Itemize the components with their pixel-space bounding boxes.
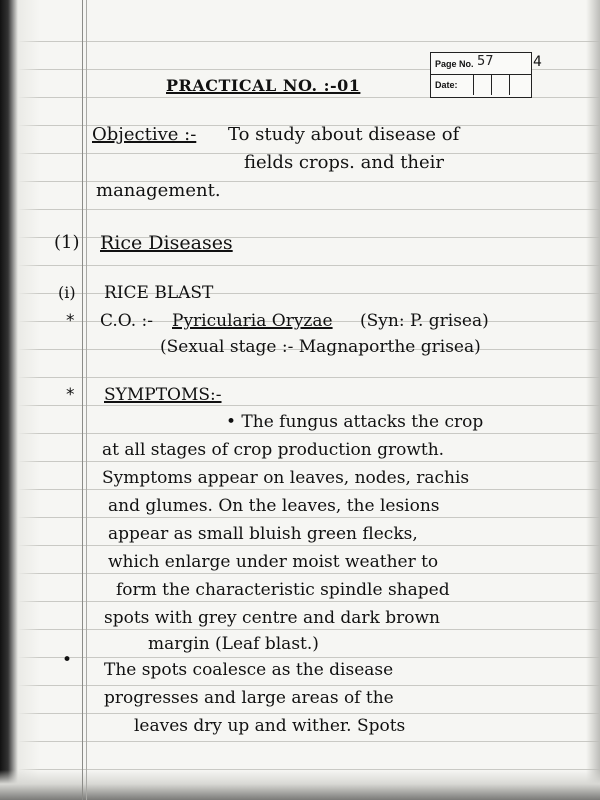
objective-line-3: management.	[96, 180, 221, 201]
margin-line-inner	[86, 0, 87, 800]
date-label: Date:	[435, 80, 458, 90]
section-number: (1)	[54, 232, 80, 253]
objective-line-2: fields crops. and their	[244, 152, 445, 173]
objective-line-1: To study about disease of	[228, 124, 460, 145]
subsection-title: RICE BLAST	[104, 283, 214, 303]
objective-label: Objective :-	[92, 124, 197, 145]
symptoms-bullet: *	[66, 385, 75, 405]
page-no-label: Page No.	[435, 59, 474, 69]
co-label: C.O. :-	[100, 311, 154, 331]
page-right-shadow	[586, 0, 600, 800]
subsection-number: (i)	[58, 283, 76, 302]
second-point-line: progresses and large areas of the	[104, 688, 394, 708]
symptoms-line: form the characteristic spindle shaped	[116, 580, 450, 600]
symptoms-line: margin (Leaf blast.)	[148, 634, 319, 654]
page-no-value: 57	[477, 54, 494, 69]
page-bottom-shadow	[0, 770, 600, 800]
date-cell-divider	[491, 75, 492, 95]
symptoms-line: appear as small bluish green flecks,	[108, 524, 418, 544]
symptoms-line: Symptoms appear on leaves, nodes, rachis	[102, 468, 470, 488]
co-sexual-stage: (Sexual stage :- Magnaporthe grisea)	[160, 337, 481, 357]
co-synonym: (Syn: P. grisea)	[360, 311, 489, 331]
symptoms-line: at all stages of crop production growth.	[102, 440, 445, 460]
symptoms-line: • The fungus attacks the crop	[226, 412, 484, 432]
page-left-shadow	[0, 0, 40, 800]
symptoms-line: spots with grey centre and dark brown	[104, 608, 440, 628]
co-bullet: *	[66, 311, 75, 331]
second-point-line: leaves dry up and wither. Spots	[134, 716, 406, 736]
page-no-suffix: 4	[533, 54, 542, 70]
section-title: Rice Diseases	[100, 232, 233, 254]
symptoms-line: which enlarge under moist weather to	[108, 552, 439, 572]
page-heading: PRACTICAL NO. :-01	[166, 76, 361, 95]
second-point-line: The spots coalesce as the disease	[104, 660, 394, 680]
margin-line	[82, 0, 83, 800]
date-cell-divider	[473, 75, 474, 95]
page-number-box	[430, 52, 532, 98]
co-name: Pyricularia Oryzae	[172, 311, 333, 331]
symptoms-label: SYMPTOMS:-	[104, 385, 222, 405]
symptoms-line: and glumes. On the leaves, the lesions	[108, 496, 440, 516]
second-point-bullet: •	[62, 650, 73, 670]
date-cell-divider	[509, 75, 510, 95]
